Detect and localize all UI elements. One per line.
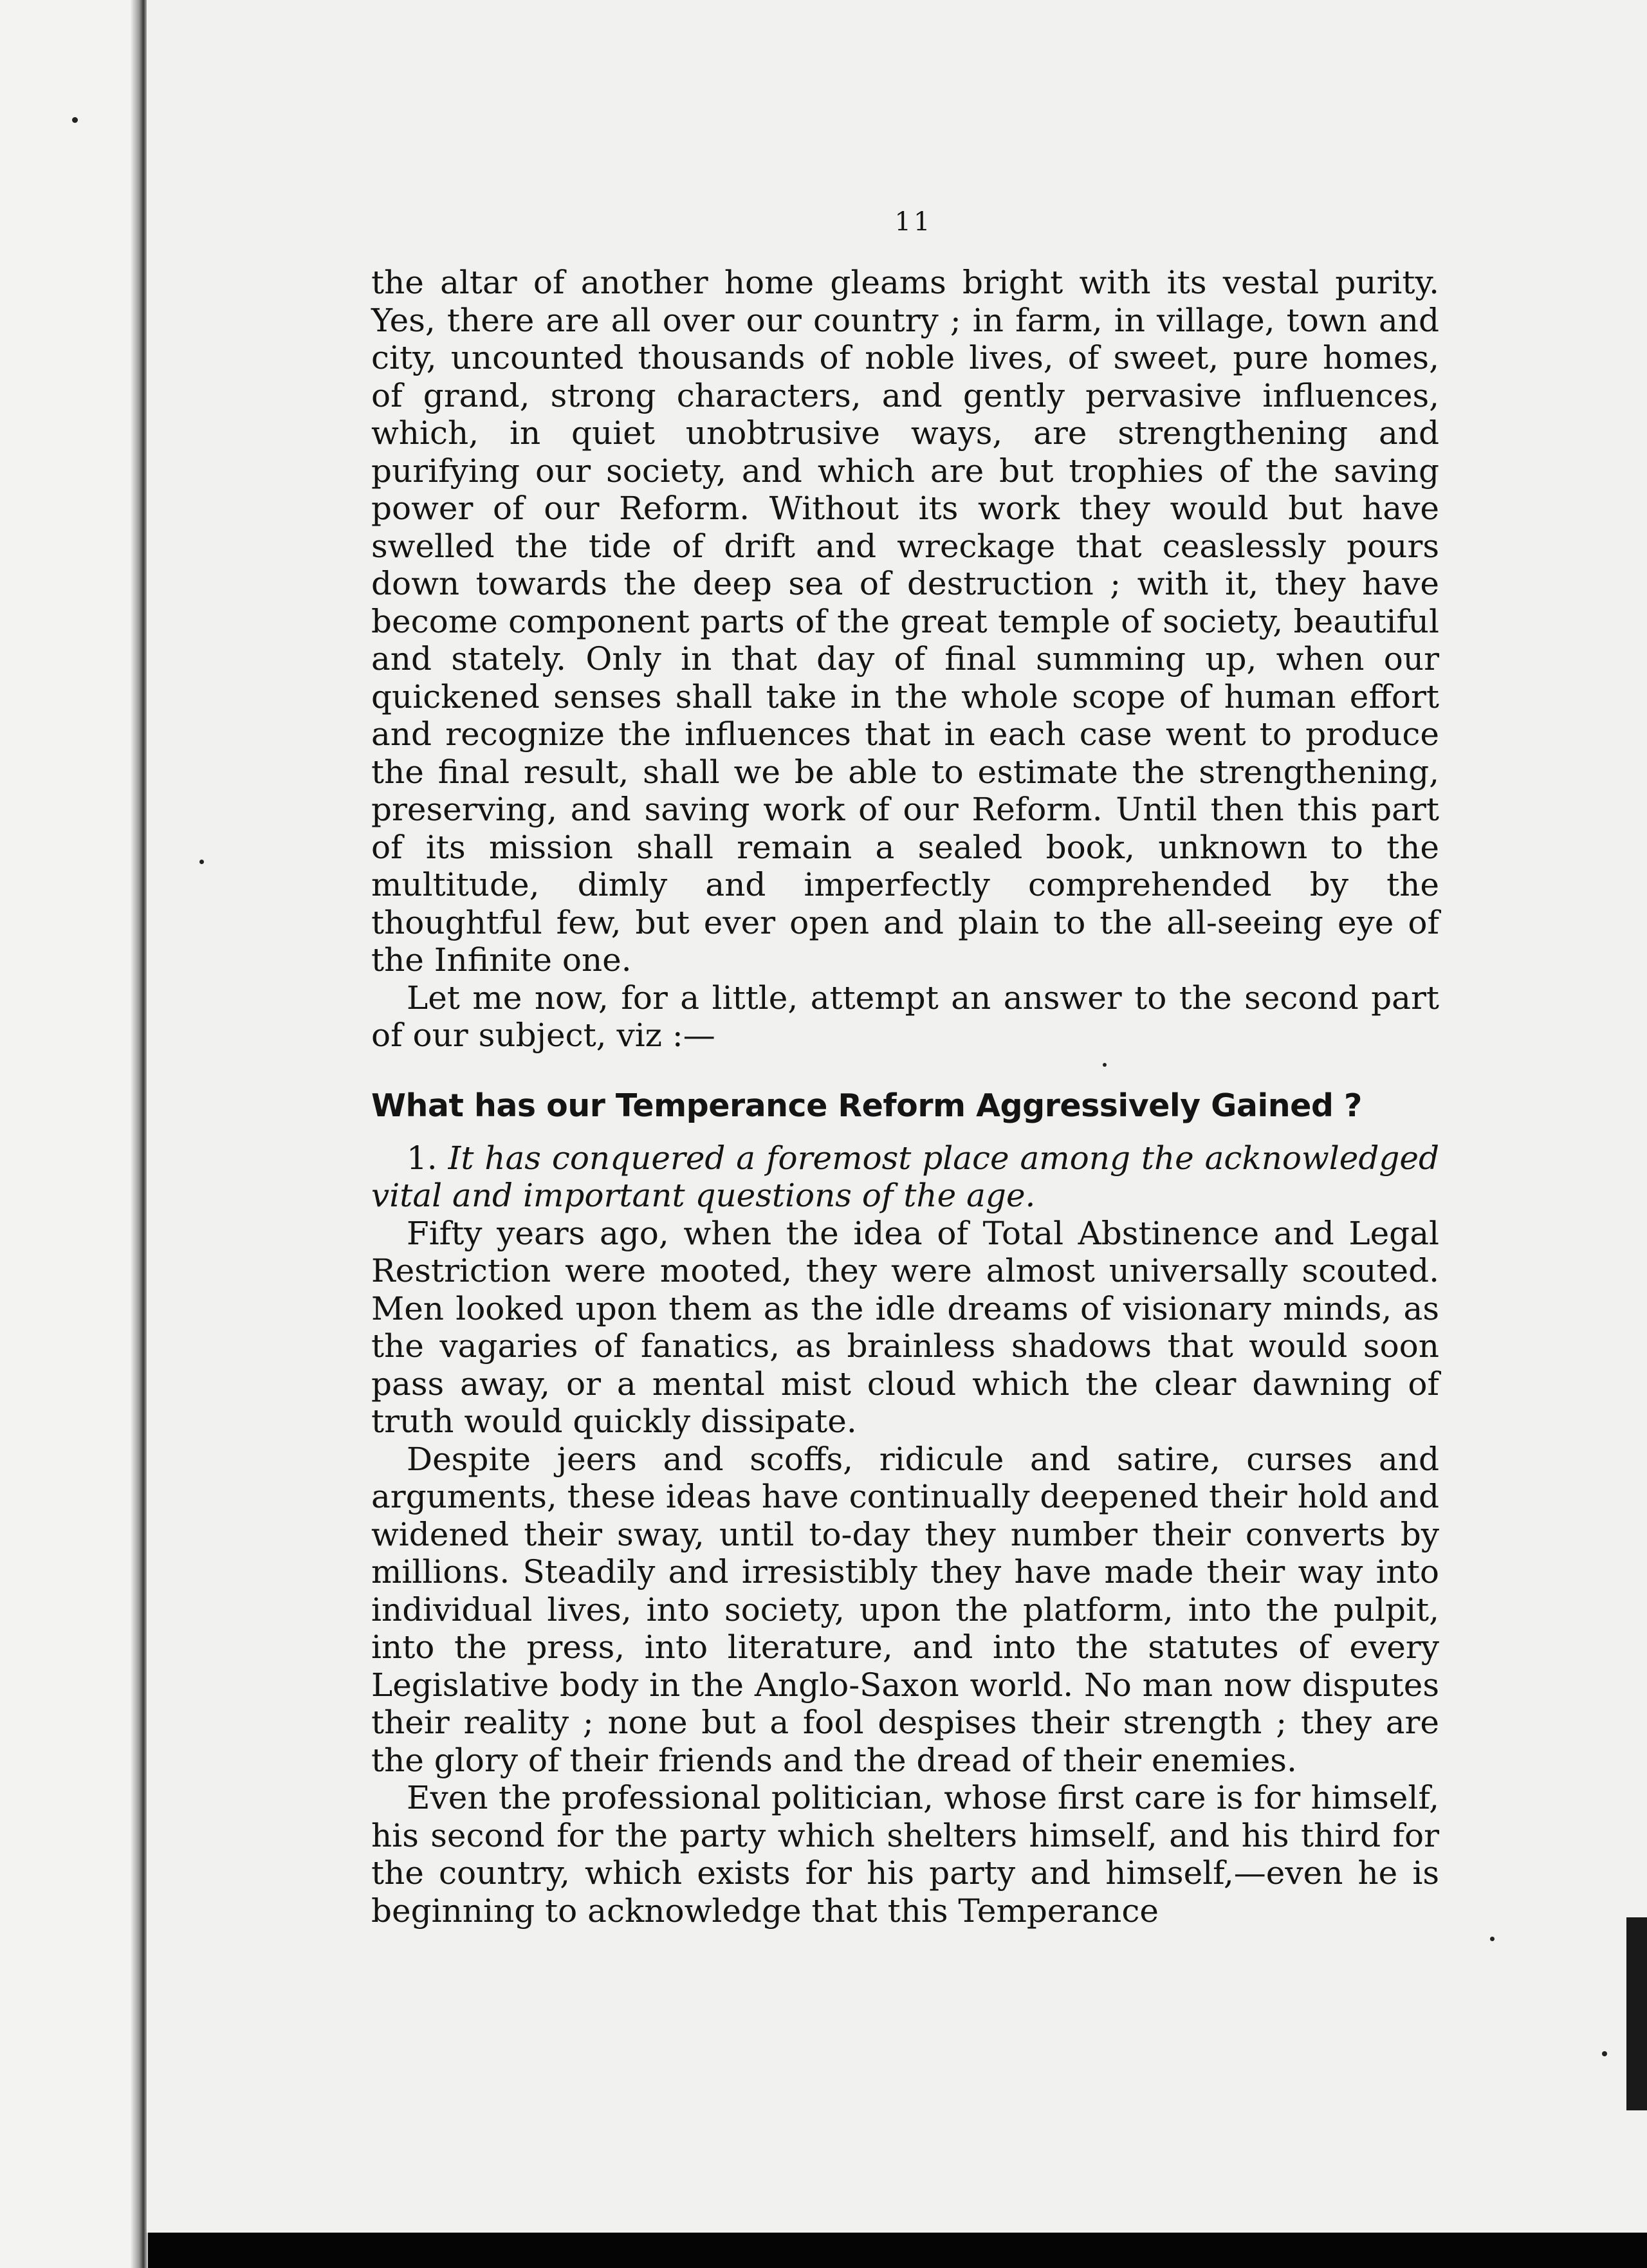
ink-speck xyxy=(1602,2051,1607,2056)
numbered-item xyxy=(371,1139,1439,1215)
page-edge-shadow xyxy=(1626,1917,1647,2110)
body-text xyxy=(371,264,1439,1930)
paragraph-politician: Even the professional politician, whose first care is for himself, his second for the party which shelters himself, and his third for the country, which exists for his party and himself,—even he is beginning to acknowledge that this Temperance xyxy=(371,1779,1439,1930)
page-number: 11 xyxy=(894,207,933,237)
paragraph-despite: Despite jeers and scoffs, ridicule and satire, curses and arguments, these ideas have continually deepened their hold and widened their sway, until to-day they number their converts by millions. Steadily and irresistibly they have made their way into individual lives, into society, upon the platform, into the pulpit, into the press, into literature, and into the statutes of every Legislative body in the Anglo-Saxon world. No man now disputes their reality ; none but a fool despises their strength ; they are the glory of their friends and the dread of their enemies. xyxy=(371,1440,1439,1779)
section-heading: What has our Temperance Reform Aggressively Gained ? xyxy=(371,1087,1362,1124)
ink-speck xyxy=(199,860,204,864)
paragraph-fifty-years: Fifty years ago, when the idea of Total Abstinence and Legal Restriction were mooted, they were almost universally scouted. Men looked upon them as the idle dreams of visionary minds, as the vagaries of fanatics, as brainless shadows that would soon pass away, or a mental mist cloud which the clear dawning of truth would quickly dissipate. xyxy=(371,1214,1439,1440)
ink-speck xyxy=(72,117,78,123)
facing-page-edge xyxy=(0,0,148,2268)
intro-paragraph: the altar of another home gleams bright with its vestal purity. Yes, there are all over our country ; in farm, in village, town and city, uncounted thousands of noble lives, of sweet, pure homes, of grand, strong characters, and gently pervasive influences, which, in quiet unobtrusive ways, are strengthening and purifying our society, and which are but trophies of the saving power of our Reform. Without its work they would but have swelled the tide of drift and wreckage that ceaslessly pours down towards the deep sea of destruction ; with it, they have become component parts of the great temple of society, beautiful and stately. Only in that day of final summing up, when our quickened senses shall take in the whole scope of human effort and recognize the influences that in each case went to produce the final result, shall we be able to estimate the strengthening, preserving, and saving work of our Reform. Until then this part of its mission shall remain a sealed book, unknown to the multitude, dimly and imperfectly comprehended by the thoughtful few, but ever open and plain to the all-seeing eye of the Infinite one. xyxy=(371,264,1439,979)
item-title: It has conquered a foremost place among the acknowledged vital and important questions of the age. xyxy=(371,1139,1439,1214)
transition-paragraph: Let me now, for a little, attempt an answer to the second part of our subject, viz :— xyxy=(371,979,1439,1054)
ink-speck xyxy=(1490,1937,1495,1941)
item-number: 1. xyxy=(407,1139,437,1177)
